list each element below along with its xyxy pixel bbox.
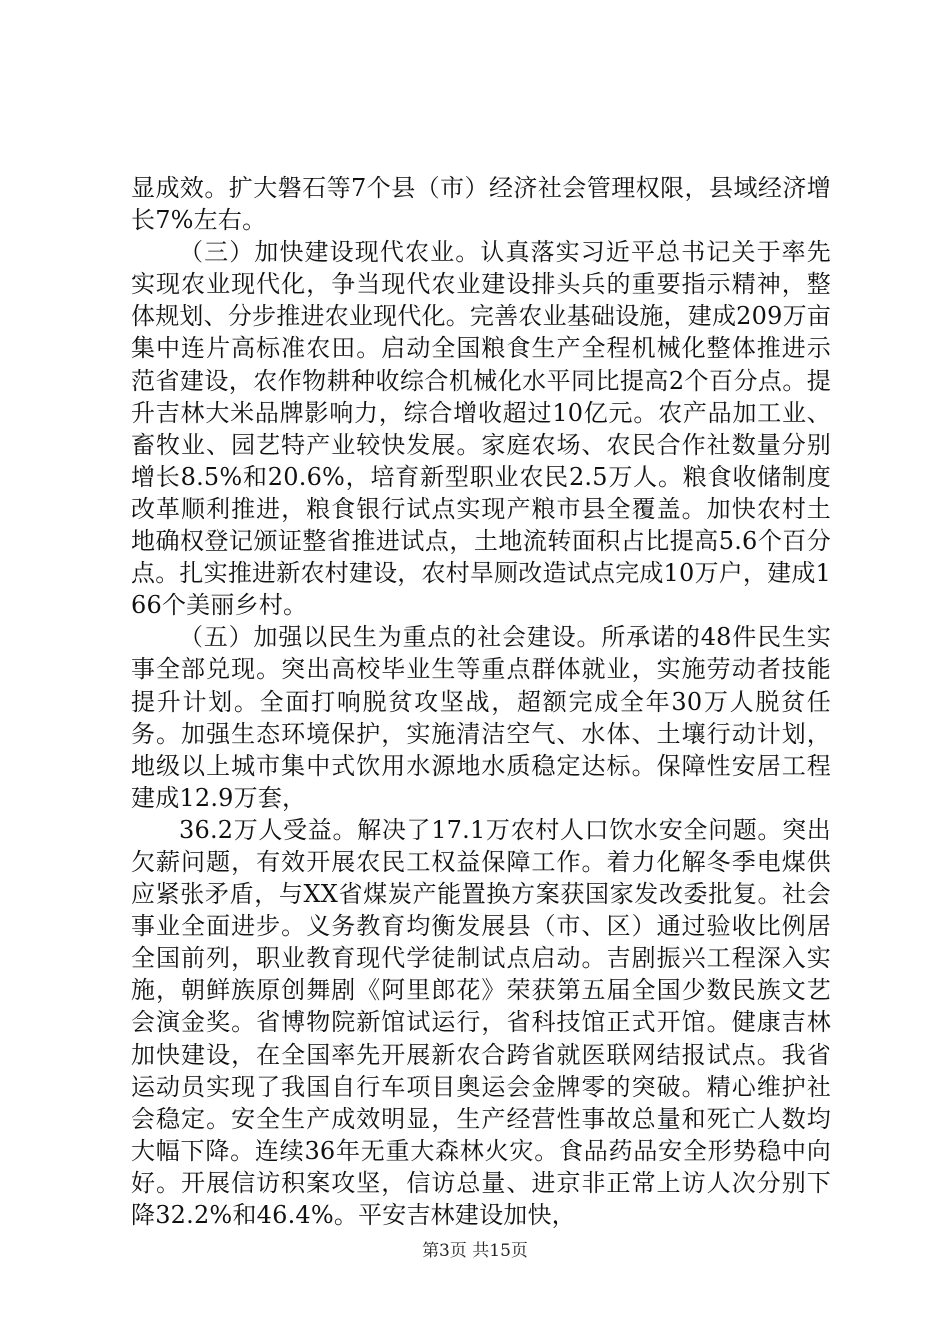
paragraph-county-economy: 显成效。扩大磐石等7个县（市）经济社会管理权限，县域经济增长7%左右。	[131, 174, 831, 235]
page-number-footer: 第3页 共15页	[422, 1241, 528, 1261]
paragraph-modern-agriculture: （三）加快建设现代农业。认真落实习近平总书记关于率先实现农业现代化，争当现代农业建设排头兵的重要指示精神，整体规划、分步推进农业现代化。完善农业基础设施，建成209万亩集中连片高标准农田。启动全国粮食生产全程机械化整体推进示范省建设，农作物耕种收综合机械化水平同比提高2个百分点。提升吉林大米品牌影响力，综合增收超过10亿元。农产品加工业、畜牧业、园艺特产业较快发展。家庭农场、农民合作社数量分别增长8.5%和20.6%，培育新型职业农民2.5万人。粮食收储制度改革顺利推进，粮食银行试点实现产粮市县全覆盖。加快农村土地确权登记颁证整省推进试点，土地流转面积占比提高5.6个百分点。扎实推进新农村建设，农村旱厕改造试点完成10万户，建成166个美丽乡村。	[131, 238, 831, 620]
paragraph-social-progress: 36.2万人受益。解决了17.1万农村人口饮水安全问题。突出欠薪问题，有效开展农民工权益保障工作。着力化解冬季电煤供应紧张矛盾，与XX省煤炭产能置换方案获国家发改委批复。社会事业全面进步。义务教育均衡发展县（市、区）通过验收比例居全国前列，职业教育现代学徒制试点启动。吉剧振兴工程深入实施，朝鲜族原创舞剧《阿里郎花》荣获第五届全国少数民族文艺会演金奖。省博物院新馆试运行，省科技馆正式开馆。健康吉林加快建设，在全国率先开展新农合跨省就医联网结报试点。我省运动员实现了我国自行车项目奥运会金牌零的突破。精心维护社会稳定。安全生产成效明显，生产经营性事故总量和死亡人数均大幅下降。连续36年无重大森林火灾。食品药品安全形势稳中向好。开展信访积案攻坚，信访总量、进京非正常上访人次分别下降32.2%和46.4%。平安吉林建设加快，	[131, 815, 831, 1229]
document-body	[131, 172, 831, 1231]
paragraph-social-construction: （五）加强以民生为重点的社会建设。所承诺的48件民生实事全部兑现。突出高校毕业生等重点群体就业，实施劳动者技能提升计划。全面打响脱贫攻坚战，超额完成全年30万人脱贫任务。加强生态环境保护，实施清洁空气、水体、土壤行动计划，地级以上城市集中式饮用水源地水质稳定达标。保障性安居工程建成12.9万套，	[131, 623, 831, 812]
